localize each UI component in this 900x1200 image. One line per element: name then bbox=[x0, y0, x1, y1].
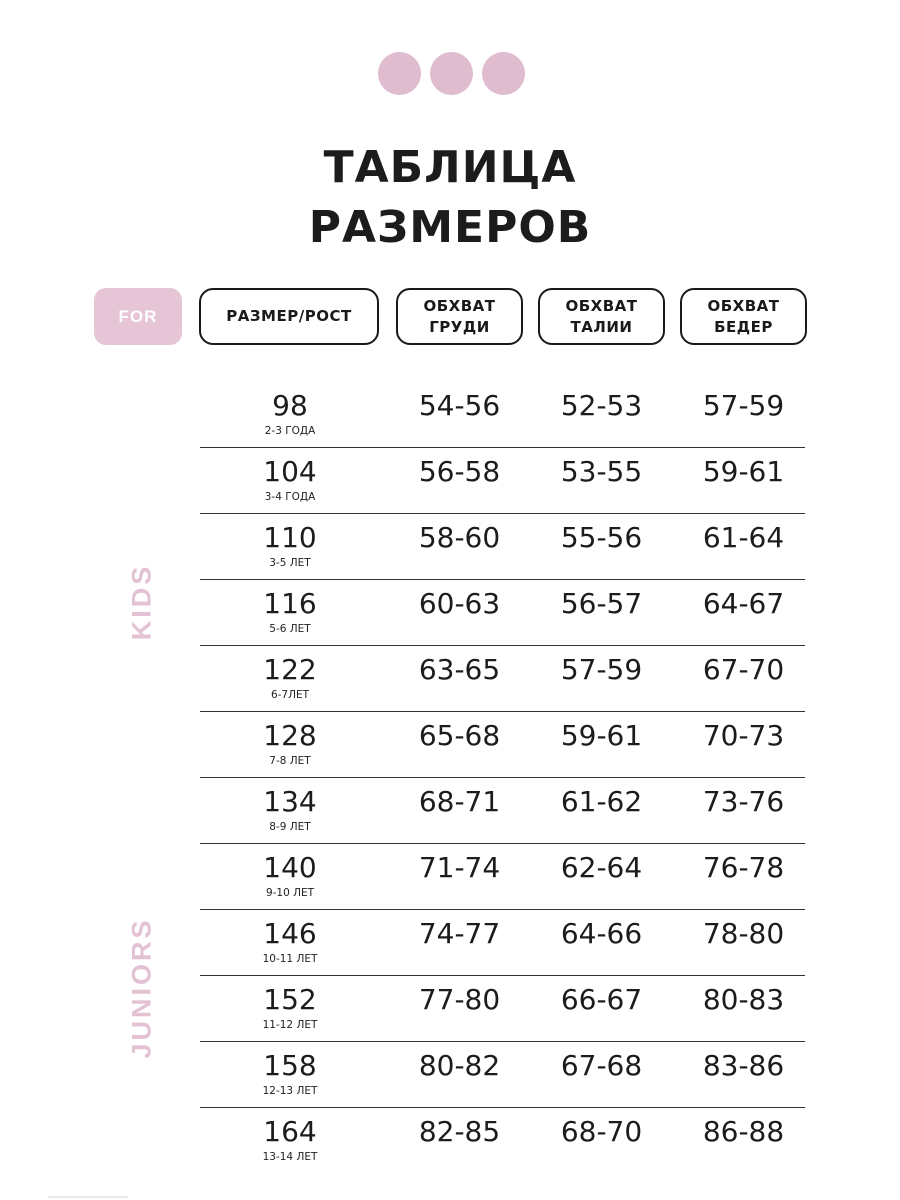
waist-value: 53-55 bbox=[560, 455, 643, 488]
table-row bbox=[200, 910, 805, 976]
chest-value: 60-63 bbox=[418, 587, 501, 620]
size-value: 140 bbox=[263, 851, 317, 884]
age-label: 6-7ЛЕТ bbox=[270, 689, 310, 701]
size-value: 134 bbox=[263, 785, 317, 818]
side-label-kids: KIDS bbox=[126, 563, 157, 641]
for-badge: FOR bbox=[94, 288, 182, 345]
header-waist bbox=[538, 288, 665, 345]
chest-value: 65-68 bbox=[418, 719, 501, 752]
chest-value: 77-80 bbox=[418, 983, 501, 1016]
age-label: 11-12 ЛЕТ bbox=[262, 1019, 318, 1031]
chest-value: 68-71 bbox=[418, 785, 501, 818]
size-value: 152 bbox=[263, 983, 317, 1016]
waist-value: 66-67 bbox=[560, 983, 643, 1016]
table-row bbox=[200, 976, 805, 1042]
waist-value: 59-61 bbox=[560, 719, 643, 752]
waist-value: 68-70 bbox=[560, 1115, 643, 1148]
size-value: 164 bbox=[263, 1115, 317, 1148]
age-label: 10-11 ЛЕТ bbox=[262, 953, 318, 965]
waist-value: 56-57 bbox=[560, 587, 643, 620]
waist-value: 52-53 bbox=[560, 389, 643, 422]
hips-value: 57-59 bbox=[702, 389, 785, 422]
title-line-1: ТАБЛИЦА bbox=[323, 142, 577, 193]
waist-value: 61-62 bbox=[560, 785, 643, 818]
hips-value: 80-83 bbox=[702, 983, 785, 1016]
table-row bbox=[200, 448, 805, 514]
age-label: 7-8 ЛЕТ bbox=[269, 755, 311, 767]
size-value: 98 bbox=[272, 389, 308, 422]
chest-value: 54-56 bbox=[418, 389, 501, 422]
dot-3 bbox=[482, 52, 525, 95]
age-label: 3-5 ЛЕТ bbox=[269, 557, 311, 569]
chest-value: 82-85 bbox=[418, 1115, 501, 1148]
table-row bbox=[200, 844, 805, 910]
header-waist-line-2: ТАЛИИ bbox=[570, 317, 633, 336]
divider bbox=[48, 1196, 128, 1198]
table-row bbox=[200, 646, 805, 712]
hips-value: 59-61 bbox=[702, 455, 785, 488]
age-label: 2-3 ГОДА bbox=[264, 425, 316, 437]
hips-value: 78-80 bbox=[702, 917, 785, 950]
size-table bbox=[200, 382, 805, 1174]
header-chest-line-2: ГРУДИ bbox=[429, 317, 490, 336]
hips-value: 61-64 bbox=[702, 521, 785, 554]
chest-value: 74-77 bbox=[418, 917, 501, 950]
decorative-dots bbox=[378, 52, 525, 95]
chest-value: 58-60 bbox=[418, 521, 501, 554]
hips-value: 67-70 bbox=[702, 653, 785, 686]
chest-value: 80-82 bbox=[418, 1049, 501, 1082]
dot-1 bbox=[378, 52, 421, 95]
table-row bbox=[200, 1108, 805, 1174]
waist-value: 67-68 bbox=[560, 1049, 643, 1082]
header-waist-line-1: ОБХВАТ bbox=[565, 296, 638, 315]
table-row bbox=[200, 712, 805, 778]
size-value: 122 bbox=[263, 653, 317, 686]
table-row bbox=[200, 382, 805, 448]
chest-value: 56-58 bbox=[418, 455, 501, 488]
size-value: 104 bbox=[263, 455, 317, 488]
header-chest bbox=[396, 288, 523, 345]
side-label-juniors: JUNIORS bbox=[126, 917, 157, 1059]
size-value: 128 bbox=[263, 719, 317, 752]
size-value: 110 bbox=[263, 521, 317, 554]
header-hips-line-1: ОБХВАТ bbox=[707, 296, 780, 315]
waist-value: 57-59 bbox=[560, 653, 643, 686]
page-title bbox=[0, 138, 900, 258]
hips-value: 64-67 bbox=[702, 587, 785, 620]
hips-value: 70-73 bbox=[702, 719, 785, 752]
hips-value: 73-76 bbox=[702, 785, 785, 818]
age-label: 5-6 ЛЕТ bbox=[269, 623, 311, 635]
age-label: 13-14 ЛЕТ bbox=[262, 1151, 318, 1163]
table-row bbox=[200, 580, 805, 646]
waist-value: 64-66 bbox=[560, 917, 643, 950]
age-label: 12-13 ЛЕТ bbox=[262, 1085, 318, 1097]
header-chest-line-1: ОБХВАТ bbox=[423, 296, 496, 315]
size-value: 116 bbox=[263, 587, 317, 620]
table-row bbox=[200, 514, 805, 580]
title-line-2: РАЗМЕРОВ bbox=[308, 202, 592, 253]
table-row bbox=[200, 778, 805, 844]
waist-value: 62-64 bbox=[560, 851, 643, 884]
header-size-label: РАЗМЕР/РОСТ bbox=[226, 307, 352, 325]
size-value: 158 bbox=[263, 1049, 317, 1082]
chest-value: 71-74 bbox=[418, 851, 501, 884]
dot-2 bbox=[430, 52, 473, 95]
hips-value: 76-78 bbox=[702, 851, 785, 884]
age-label: 8-9 ЛЕТ bbox=[269, 821, 311, 833]
header-hips bbox=[680, 288, 807, 345]
chest-value: 63-65 bbox=[418, 653, 501, 686]
header-hips-line-2: БЕДЕР bbox=[714, 317, 773, 336]
hips-value: 86-88 bbox=[702, 1115, 785, 1148]
header-size bbox=[199, 288, 379, 345]
waist-value: 55-56 bbox=[560, 521, 643, 554]
size-value: 146 bbox=[263, 917, 317, 950]
age-label: 9-10 ЛЕТ bbox=[265, 887, 315, 899]
hips-value: 83-86 bbox=[702, 1049, 785, 1082]
table-row bbox=[200, 1042, 805, 1108]
age-label: 3-4 ГОДА bbox=[264, 491, 316, 503]
